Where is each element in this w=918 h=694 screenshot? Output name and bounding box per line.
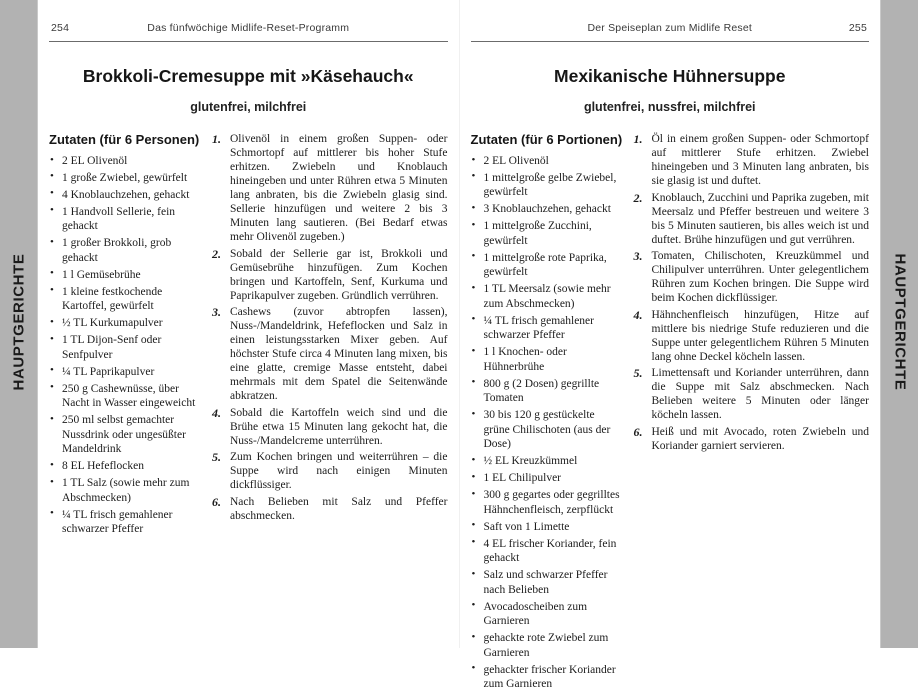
instruction-step: Sobald der Sellerie gar ist, Brokkoli und Gemüsebrühe hinzufügen. Zum Kochen bringen und Kartoffeln, Senf, Kurkuma und Paprikapulver zugeben. Gründlich verrühren. [211,247,448,303]
right-ingredients [471,132,623,694]
instruction-step: Hähnchenfleisch hinzufügen, Hitze auf mittlere bis niedrige Stufe reduzieren und die Suppe unter gelegentlichem Rühren 5 Minuten lang ohne Deckel köcheln lassen. [633,308,870,364]
ingredient-item: • 1 TL Salz (sowie mehr zum Abschmecken) [49,476,201,505]
right-ingredients-heading: Zutaten (für 6 Portionen) [471,132,623,147]
ingredient-item: • 1 TL Meersalz (sowie mehr zum Abschmecken) [471,282,623,311]
ingredient-item: • gehackter frischer Koriander zum Garnieren [471,663,623,692]
ingredient-item: • gehackte rote Zwiebel zum Garnieren [471,631,623,660]
ingredient-item: • 1 EL Chilipulver [471,471,623,485]
instruction-step: Knoblauch, Zucchini und Paprika zugeben, mit Meersalz und Pfeffer bestreuen und weitere 3 bis 5 Minuten sautieren, bis alles weich ist und duftet. Brühe hinzufügen und gut verrühren. [633,191,870,247]
left-ingredients-list [49,154,201,537]
right-page-number: 255 [849,22,867,34]
ingredient-item: • ½ EL Kreuzkümmel [471,454,623,468]
left-running-head: Das fünfwöchige Midlife-Reset-Programm [147,22,349,34]
ingredient-item: • Avocadoscheiben zum Garnieren [471,600,623,629]
right-page-header [471,22,870,42]
left-ingredients [49,132,201,539]
ingredient-item: • 800 g (2 Dosen) gegrillte Tomaten [471,377,623,406]
right-recipe-title: Mexikanische Hühnersuppe [471,66,870,87]
ingredient-item: • 1 kleine festkochende Kartoffel, gewürfelt [49,285,201,314]
instruction-step: Limettensaft und Koriander unterrühren, dann die Suppe mit Salz abschmecken. Nach Belieben weitere 5 Minuten oder länger köcheln lassen. [633,366,870,422]
instruction-step: Zum Kochen bringen und weiterrühren – die Suppe wird nach einigen Minuten dickflüssiger. [211,450,448,492]
ingredient-item: • 1 mittelgroße rote Paprika, gewürfelt [471,251,623,280]
left-ingredients-heading: Zutaten (für 6 Personen) [49,132,201,147]
ingredient-item: • 1 Handvoll Sellerie, fein gehackt [49,205,201,234]
ingredient-item: • 1 TL Dijon-Senf oder Senfpulver [49,333,201,362]
ingredient-item: • 300 g gegartes oder gegrilltes Hähnchenfleisch, zerpflückt [471,488,623,517]
ingredient-item: • 2 EL Olivenöl [471,154,623,168]
ingredient-item: • 4 Knoblauchzehen, gehackt [49,188,201,202]
right-columns [471,132,870,694]
left-page [38,0,460,648]
right-ingredients-list [471,154,623,691]
left-recipe-title: Brokkoli-Cremesuppe mit »Käsehauch« [49,66,448,87]
left-steps-list [211,132,448,523]
left-page-number: 254 [51,22,69,34]
ingredient-item: • 1 großer Brokkoli, grob gehackt [49,236,201,265]
left-page-header [49,22,448,42]
left-diet-note: glutenfrei, milchfrei [49,100,448,114]
ingredient-item: • 3 Knoblauchzehen, gehackt [471,202,623,216]
ingredient-item: • ¼ TL Paprikapulver [49,365,201,379]
right-instructions [633,132,870,694]
ingredient-item: • 250 ml selbst gemachter Nussdrink oder ungesüßter Mandeldrink [49,413,201,456]
left-instructions [211,132,448,539]
instruction-step: Sobald die Kartoffeln weich sind und die Brühe etwa 15 Minuten lang gekocht hat, die Nuss-/Mandelcreme unterrühren. [211,406,448,448]
ingredient-item: • ¼ TL frisch gemahlener schwarzer Pfeffer [471,314,623,343]
left-margin-strip [0,0,38,648]
right-section-label: HAUPTGERICHTE [891,254,908,391]
instruction-step: Tomaten, Chilischoten, Kreuzkümmel und Chilipulver unterrühren. Unter gelegentlichem Rühren zum Kochen bringen. Die Suppe wird beim Kochen dickflüssiger. [633,249,870,305]
left-section-label: HAUPTGERICHTE [10,254,27,391]
ingredient-item: • 1 l Gemüsebrühe [49,268,201,282]
instruction-step: Öl in einem großen Suppen- oder Schmortopf auf mittlerer Stufe erhitzen. Zwiebel hineingeben und 3 Minuten lang anbraten, bis sie glasig ist und duftet. [633,132,870,188]
ingredient-item: • 2 EL Olivenöl [49,154,201,168]
right-steps-list [633,132,870,453]
ingredient-item: • 8 EL Hefeflocken [49,459,201,473]
left-columns [49,132,448,539]
right-diet-note: glutenfrei, nussfrei, milchfrei [471,100,870,114]
ingredient-item: • 4 EL frischer Koriander, fein gehackt [471,537,623,566]
ingredient-item: • 30 bis 120 g gestückelte grüne Chilischoten (aus der Dose) [471,408,623,451]
instruction-step: Heiß und mit Avocado, roten Zwiebeln und Koriander garniert servieren. [633,425,870,453]
instruction-step: Cashews (zuvor abtropfen lassen), Nuss-/Mandeldrink, Hefeflocken und Salz in einen leistungsstarken Mixer geben. Auf höchster Stufe circa 4 Minuten lang mixen, bis eine glatte, cremige Masse entsteht, dabei mehrmals mit dem Spatel die Seitenwände abkratzen. [211,305,448,403]
ingredient-item: • Saft von 1 Limette [471,520,623,534]
instruction-step: Olivenöl in einem großen Suppen- oder Schmortopf auf mittlerer bis hoher Stufe erhitzen. Zwiebeln und Knoblauch hineingeben und unter Rühren etwa 5 Minuten lang anbraten, bis die Zwiebeln glasig sind. Sellerie hinzufügen und weitere 2 bis 3 Minuten lang sautieren. (Bei Bedarf etwas mehr Olivenöl zugeben.) [211,132,448,244]
ingredient-item: • ¼ TL frisch gemahlener schwarzer Pfeffer [49,508,201,537]
ingredient-item: • 1 mittelgroße gelbe Zwiebel, gewürfelt [471,171,623,200]
instruction-step: Nach Belieben mit Salz und Pfeffer abschmecken. [211,495,448,523]
ingredient-item: • ½ TL Kurkumapulver [49,316,201,330]
ingredient-item: • 1 große Zwiebel, gewürfelt [49,171,201,185]
right-margin-strip [880,0,918,648]
right-running-head: Der Speiseplan zum Midlife Reset [587,22,752,34]
right-page [460,0,881,648]
pages-container [38,0,880,648]
ingredient-item: • Salz und schwarzer Pfeffer nach Belieben [471,568,623,597]
ingredient-item: • 250 g Cashewnüsse, über Nacht in Wasser eingeweicht [49,382,201,411]
ingredient-item: • 1 mittelgroße Zucchini, gewürfelt [471,219,623,248]
ingredient-item: • 1 l Knochen- oder Hühnerbrühe [471,345,623,374]
